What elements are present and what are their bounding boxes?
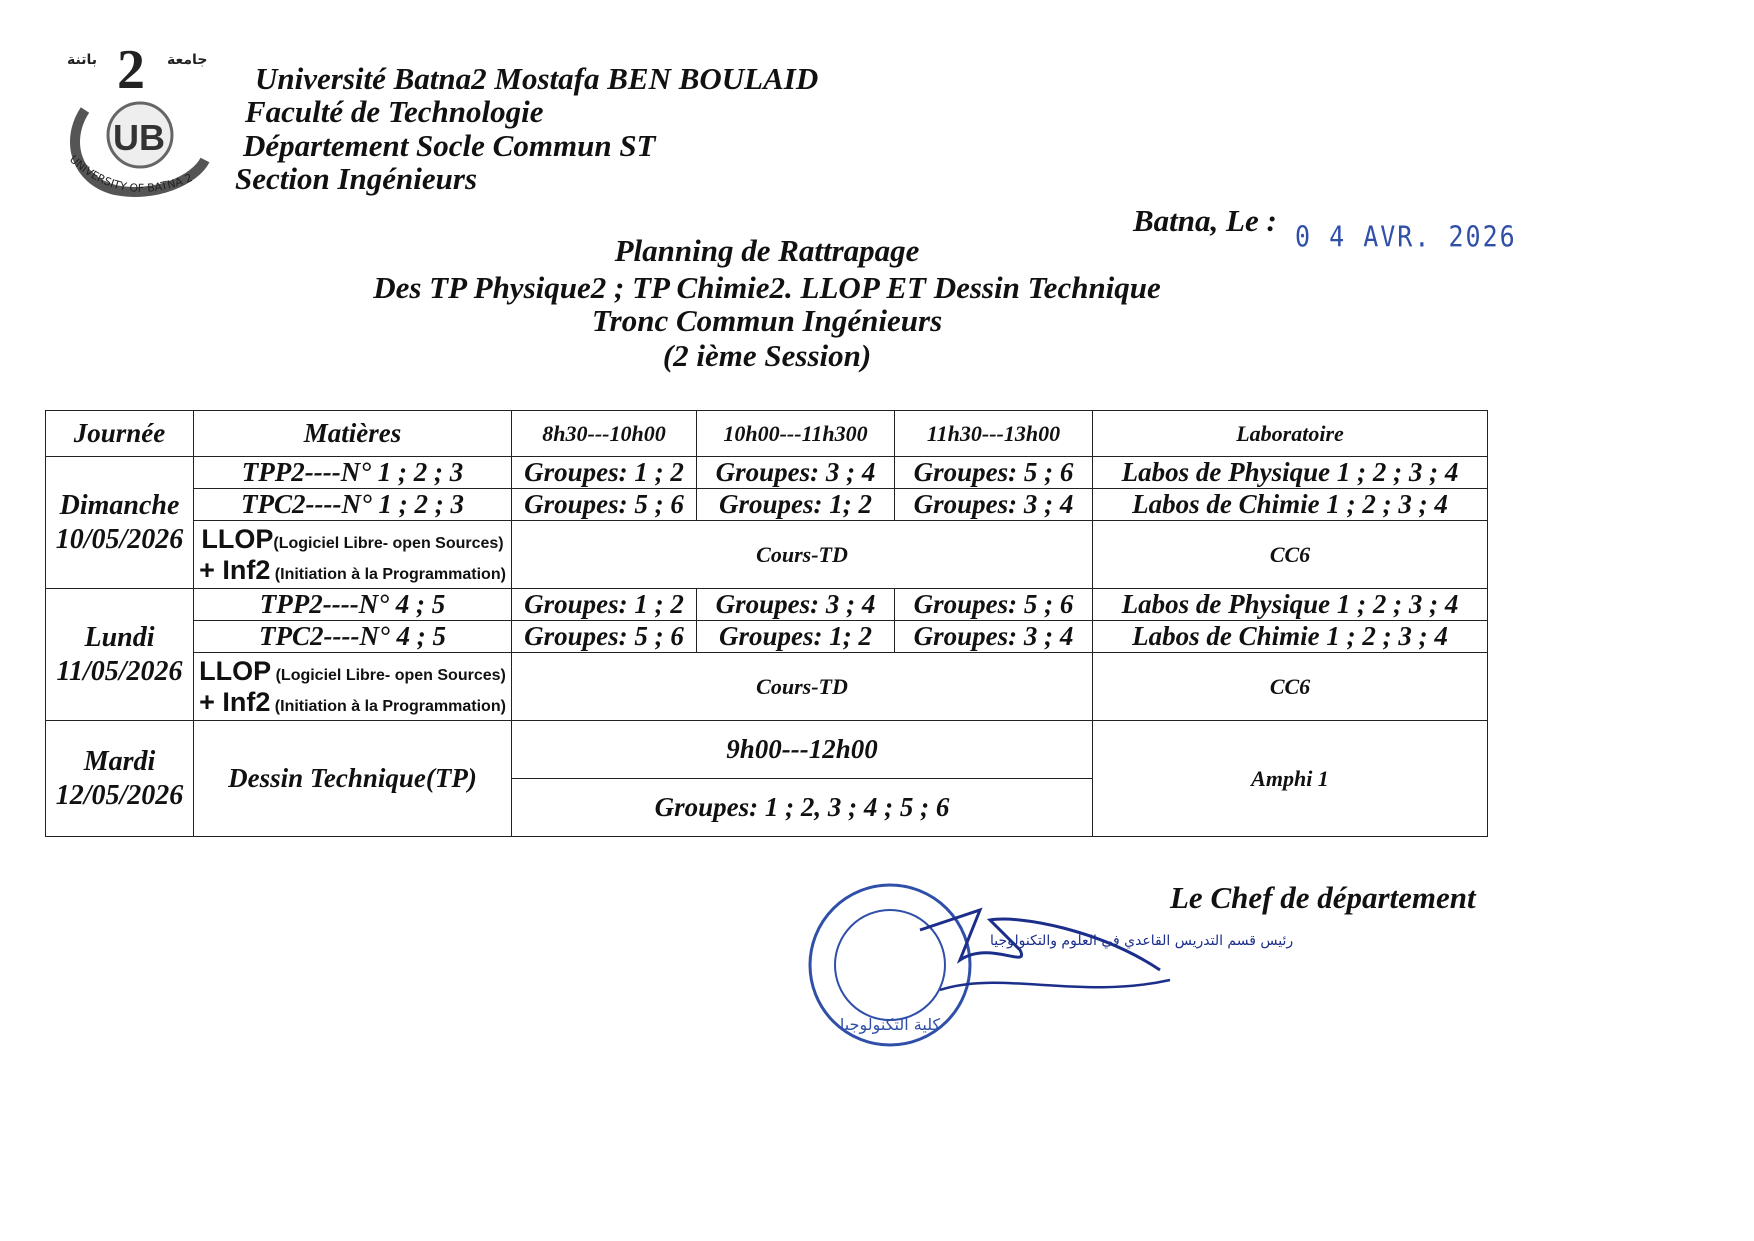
matiere-cell: Dessin Technique(TP) [194, 721, 512, 837]
title-line1: Planning de Rattrapage [614, 233, 920, 268]
llop-cell [194, 653, 512, 721]
llop-note: (Logiciel Libre- open Sources) [271, 666, 506, 684]
matiere-cell: TPP2----N° 4 ; 5 [194, 589, 512, 621]
slot-cell: Groupes: 5 ; 6 [512, 621, 697, 653]
day-date: 12/05/2026 [55, 779, 184, 811]
header-journee: Journée [46, 411, 194, 457]
mode-cell: Cours-TD [512, 521, 1093, 589]
inf-label: + Inf2 [199, 686, 271, 717]
day-name: Lundi [84, 621, 155, 653]
department-name: Département Socle Commun ST [243, 128, 656, 163]
day-cell-mardi [46, 721, 194, 837]
matiere-cell: TPC2----N° 1 ; 2 ; 3 [194, 489, 512, 521]
inf-label: + Inf2 [199, 554, 271, 585]
title-line4: (2 ième Session) [662, 338, 872, 373]
svg-text:جامعة: جامعة [167, 52, 208, 68]
slot-cell: Groupes: 1; 2 [697, 489, 895, 521]
llop-note: (Logiciel Libre- open Sources) [273, 534, 504, 552]
date-stamp: 0 4 AVR. 2026 [1295, 219, 1517, 254]
schedule-table [45, 410, 1488, 837]
slot-cell: Groupes: 1 ; 2 [512, 589, 697, 621]
table-row [46, 653, 1488, 721]
university-name: Université Batna2 Mostafa BEN BOULAID [255, 61, 819, 96]
time-cell: 9h00---12h00 [512, 721, 1093, 779]
day-name: Dimanche [59, 489, 180, 521]
svg-text:2: 2 [117, 40, 145, 101]
llop-cell [194, 521, 512, 589]
header-slot3: 11h30---13h00 [895, 411, 1093, 457]
groups-cell: Groupes: 1 ; 2, 3 ; 4 ; 5 ; 6 [512, 779, 1093, 837]
day-name: Mardi [83, 745, 156, 777]
table-row [46, 721, 1488, 779]
table-row [46, 521, 1488, 589]
day-cell-dimanche [46, 457, 194, 589]
day-cell-lundi [46, 589, 194, 721]
university-logo [55, 40, 225, 210]
inf-note: (Initiation à la Programmation) [270, 565, 506, 583]
header-matieres: Matières [194, 411, 512, 457]
slot-cell: Groupes: 3 ; 4 [895, 489, 1093, 521]
matiere-cell: TPP2----N° 1 ; 2 ; 3 [194, 457, 512, 489]
title-line2: Des TP Physique2 ; TP Chimie2. LLOP ET Dessin Technique [373, 270, 1161, 305]
slot-cell: Groupes: 3 ; 4 [895, 621, 1093, 653]
inf-note: (Initiation à la Programmation) [270, 697, 506, 715]
mode-cell: Cours-TD [512, 653, 1093, 721]
header-slot1: 8h30---10h00 [512, 411, 697, 457]
svg-text:كلية التكنولوجيا: كلية التكنولوجيا [839, 1015, 941, 1034]
labo-cell: CC6 [1093, 653, 1488, 721]
day-date: 11/05/2026 [56, 655, 183, 687]
table-row [46, 589, 1488, 621]
date-label: Batna, Le : [1133, 203, 1277, 238]
day-date: 10/05/2026 [55, 523, 184, 555]
table-row [46, 621, 1488, 653]
slot-cell: Groupes: 5 ; 6 [895, 457, 1093, 489]
slot-cell: Groupes: 1 ; 2 [512, 457, 697, 489]
slot-cell: Groupes: 1; 2 [697, 621, 895, 653]
slot-cell: Groupes: 3 ; 4 [697, 589, 895, 621]
signature [900, 900, 1294, 1020]
header-slot2: 10h00---11h300 [697, 411, 895, 457]
llop-label: LLOP [201, 523, 274, 554]
labo-cell: Amphi 1 [1093, 721, 1488, 837]
header-row [46, 411, 1488, 457]
svg-text:UB: UB [113, 117, 165, 158]
labo-cell: Labos de Chimie 1 ; 2 ; 3 ; 4 [1093, 621, 1488, 653]
signatory-title: Le Chef de département [1170, 880, 1476, 915]
svg-text:باتنة: باتنة [67, 52, 97, 68]
table-row [46, 457, 1488, 489]
labo-cell: Labos de Physique 1 ; 2 ; 3 ; 4 [1093, 589, 1488, 621]
labo-cell: Labos de Physique 1 ; 2 ; 3 ; 4 [1093, 457, 1488, 489]
matiere-cell: TPC2----N° 4 ; 5 [194, 621, 512, 653]
faculty-name: Faculté de Technologie [245, 94, 544, 129]
slot-cell: Groupes: 5 ; 6 [512, 489, 697, 521]
labo-cell: Labos de Chimie 1 ; 2 ; 3 ; 4 [1093, 489, 1488, 521]
table-row [46, 489, 1488, 521]
header-labo: Laboratoire [1093, 411, 1488, 457]
labo-cell: CC6 [1093, 521, 1488, 589]
slot-cell: Groupes: 3 ; 4 [697, 457, 895, 489]
llop-label: LLOP [199, 655, 272, 686]
svg-text:رئيس قسم التدريس القاعدي في ال: رئيس قسم التدريس القاعدي في العلوم والتكنولوجيا [990, 933, 1294, 949]
section-name: Section Ingénieurs [235, 161, 478, 196]
title-line3: Tronc Commun Ingénieurs [591, 303, 943, 338]
slot-cell: Groupes: 5 ; 6 [895, 589, 1093, 621]
svg-text:UNIVERSITY OF BATNA 2: UNIVERSITY OF BATNA 2 [67, 152, 195, 195]
